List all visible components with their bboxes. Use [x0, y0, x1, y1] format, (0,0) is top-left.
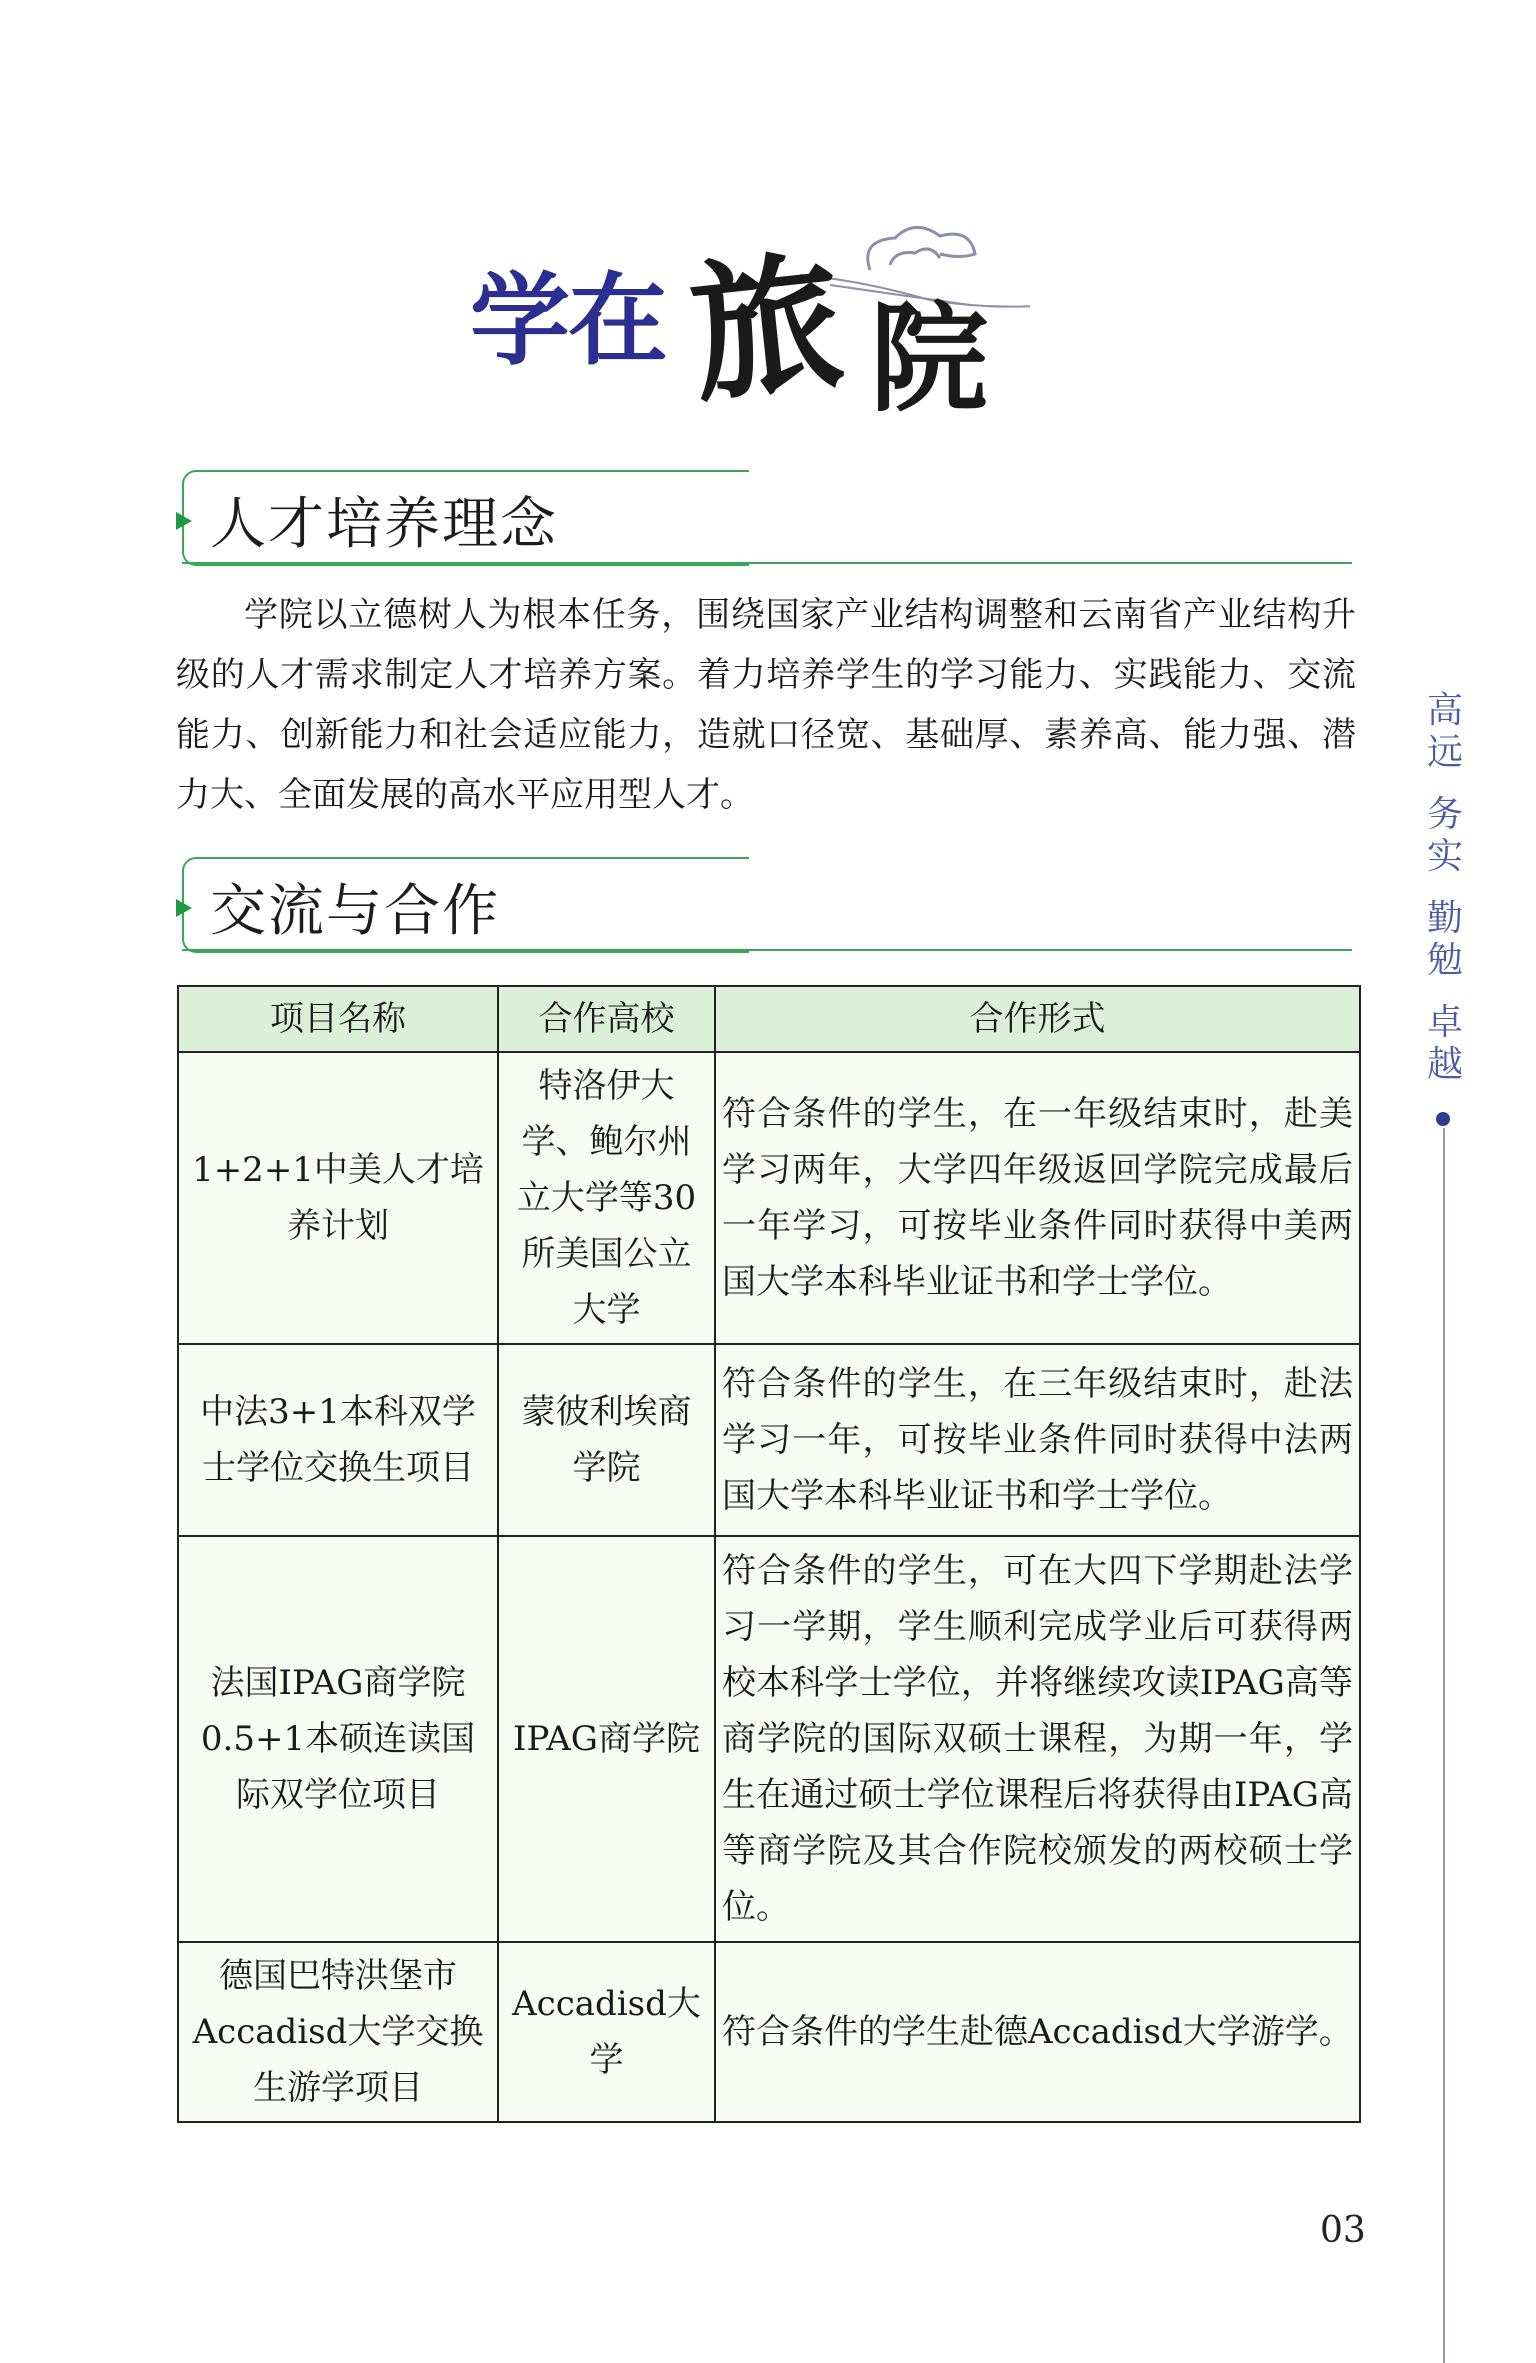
slogan-char: 勉 — [1426, 940, 1463, 981]
side-dot — [1436, 1112, 1450, 1126]
header-cooperation-form: 合作形式 — [715, 986, 1360, 1052]
table-header-row — [178, 986, 1360, 1052]
triangle-marker-icon — [176, 512, 192, 530]
cell-cooperation-form: 符合条件的学生赴德Accadisd大学游学。 — [715, 1942, 1360, 2122]
section-header-talent — [176, 470, 1352, 566]
table-row — [178, 1942, 1360, 2122]
cell-project-name: 1+2+1中美人才培养计划 — [178, 1052, 498, 1344]
slogan-char: 高 — [1426, 690, 1463, 731]
slogan-char: 务 — [1426, 794, 1463, 835]
section-heading: 人才培养理念 — [210, 492, 558, 557]
section-underline — [182, 949, 1352, 951]
cell-project-name: 德国巴特洪堡市Accadisd大学交换生游学项目 — [178, 1942, 498, 2122]
cell-partner-school: 蒙彼利埃商学院 — [498, 1344, 715, 1536]
table-row — [178, 1052, 1360, 1344]
section-underline — [182, 562, 1352, 564]
table-row — [178, 1344, 1360, 1536]
slogan-char: 卓 — [1426, 1002, 1463, 1043]
table-row — [178, 1536, 1360, 1942]
side-vertical-line — [1443, 1128, 1445, 2363]
title-char-1: 学 — [470, 261, 570, 379]
cell-cooperation-form: 符合条件的学生，在一年级结束时，赴美学习两年，大学四年级返回学院完成最后一年学习，可按毕业条件同时获得中美两国大学本科毕业证书和学士学位。 — [715, 1052, 1360, 1344]
cell-cooperation-form: 符合条件的学生，在三年级结束时，赴法学习一年，可按毕业条件同时获得中法两国大学本科毕业证书和学士学位。 — [715, 1344, 1360, 1536]
title-char-3: 旅 — [682, 232, 851, 424]
header-partner-school: 合作高校 — [498, 986, 715, 1052]
philosophy-paragraph — [176, 585, 1356, 825]
slogan-char: 勤 — [1426, 898, 1463, 939]
side-slogan — [1422, 690, 1468, 1086]
title-char-2: 在 — [568, 261, 668, 379]
title-graphic — [470, 215, 1030, 425]
cell-partner-school: IPAG商学院 — [498, 1536, 715, 1942]
section-header-exchange — [176, 857, 1352, 953]
cell-project-name: 法国IPAG商学院0.5+1本硕连读国际双学位项目 — [178, 1536, 498, 1942]
header-project-name: 项目名称 — [178, 986, 498, 1052]
paragraph-text: 学院以立德树人为根本任务，围绕国家产业结构调整和云南省产业结构升级的人才需求制定人才培养方案。着力培养学生的学习能力、实践能力、交流能力、创新能力和社会适应能力，造就口径宽、基础厚、素养高、能力强、潜力大、全面发展的高水平应用型人才。 — [176, 595, 1356, 815]
triangle-marker-icon — [176, 899, 192, 917]
slogan-char: 实 — [1426, 836, 1463, 877]
section-heading: 交流与合作 — [210, 879, 500, 944]
cooperation-table — [177, 985, 1361, 2123]
cell-cooperation-form: 符合条件的学生，可在大四下学期赴法学习一学期，学生顺利完成学业后可获得两校本科学士学位，并将继续攻读IPAG高等商学院的国际双硕士课程，为期一年，学生在通过硕士学位课程后将获得由IPAG高等商学院及其合作院校颁发的两校硕士学位。 — [715, 1536, 1360, 1942]
page-title — [470, 215, 1030, 425]
slogan-char: 远 — [1426, 732, 1463, 773]
cell-partner-school: 特洛伊大学、鲍尔州立大学等30所美国公立大学 — [498, 1052, 715, 1344]
page-number: 03 — [1320, 2210, 1366, 2251]
slogan-char: 越 — [1426, 1044, 1463, 1085]
title-char-4: 院 — [870, 289, 989, 425]
cell-project-name: 中法3+1本科双学士学位交换生项目 — [178, 1344, 498, 1536]
cell-partner-school: Accadisd大学 — [498, 1942, 715, 2122]
